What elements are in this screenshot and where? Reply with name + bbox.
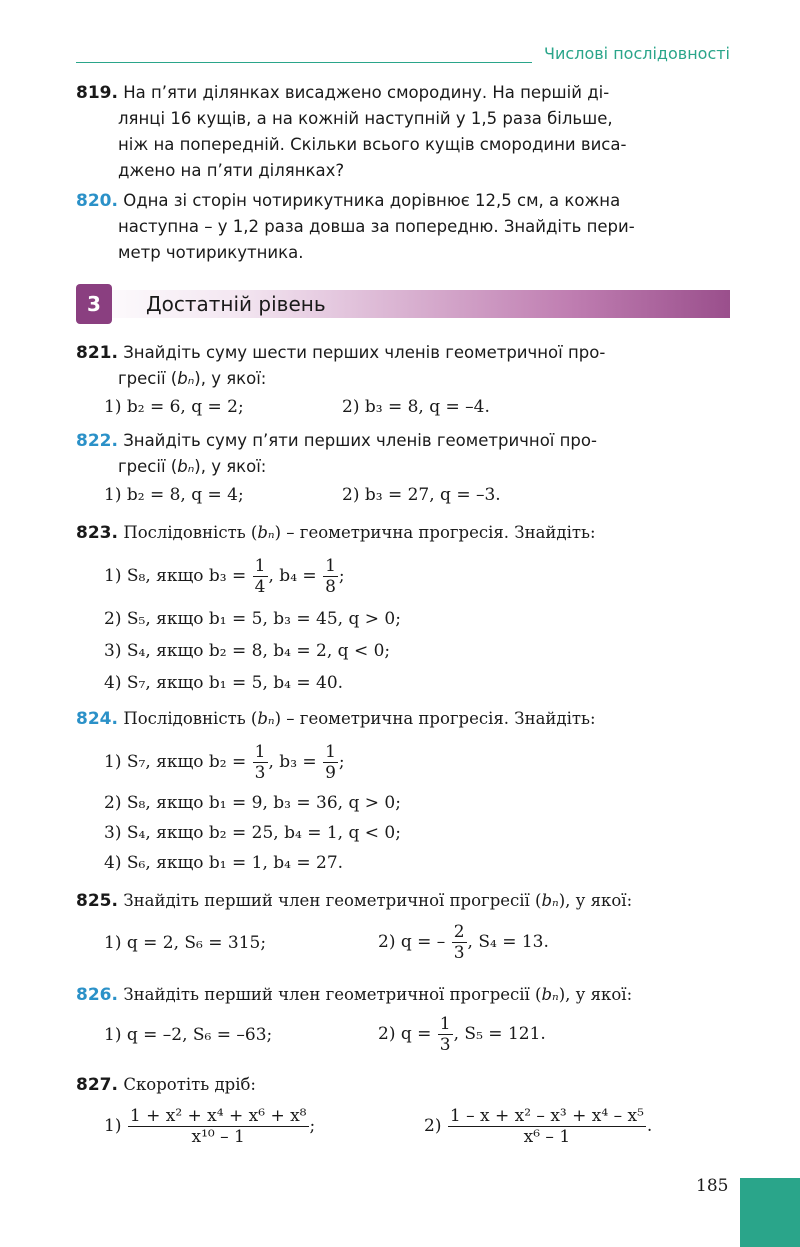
subproblem-text: , b₃ = [268,752,317,772]
numerator: 1 [254,556,266,576]
sequence-symbol: bₙ [177,369,195,388]
numerator: 1 – x + x² – x³ + x⁴ – x⁵ [449,1106,644,1126]
subproblem: 2) b₃ = 8, q = –4. [342,397,490,417]
problem-823 [76,520,596,546]
problem-text: Знайдіть перший член геометричної прогресії ( [123,985,542,1004]
subproblem-text: , b₄ = [268,566,317,586]
problem-820 [76,188,730,266]
subproblem: 2) b₃ = 27, q = –3. [342,485,501,505]
numerator: 2 [453,922,465,942]
problem-826 [76,982,632,1008]
sequence-symbol: bₙ [541,891,559,910]
page-number: 185 [696,1176,729,1196]
subproblem: 3) S₄, якщо b₂ = 8, b₄ = 2, q < 0; [104,641,391,661]
denominator: 3 [254,763,266,783]
fraction [253,556,268,597]
problem-text: ), у якої: [558,985,633,1004]
problem-text: ), у якої: [194,457,267,476]
fraction [438,1014,453,1055]
problem-number: 821. [76,343,118,363]
problem-text: метр чотирикутника. [118,243,304,262]
header-rule [76,62,532,63]
problem-number: 825. [76,891,118,911]
problem-number: 824. [76,709,118,729]
denominator: 9 [325,763,336,783]
problem-number: 822. [76,431,118,451]
level-badge: 3 [76,284,112,324]
subproblem-text: 1) S₈, якщо b₃ = [104,566,247,586]
subproblem [378,1014,546,1055]
denominator: 3 [439,1035,451,1055]
fraction [128,1106,309,1147]
problem-text: Знайдіть суму шести перших членів геометричної про- [123,343,606,362]
subproblem-text: ; [338,752,345,772]
denominator: 8 [325,577,336,597]
sequence-symbol: bₙ [177,457,195,476]
denominator: 3 [453,943,465,963]
level-title: Достатній рівень [146,292,326,316]
problem-number: 823. [76,523,118,543]
subproblem [378,922,549,963]
fraction [323,556,338,597]
problem-text: лянці 16 кущів, а на кожній наступній у 1,5 раза більше, [118,109,613,128]
fraction [448,1106,646,1147]
subproblem-text: ; [338,566,345,586]
denominator: 4 [254,577,266,597]
problem-819 [76,80,730,184]
denominator: x⁶ – 1 [523,1127,571,1147]
subproblem [424,1106,652,1147]
subproblem-text: , S₅ = 121. [453,1024,546,1044]
problem-text: ) – геометрична прогресія. Знайдіть: [274,523,596,542]
problem-text: Послідовність ( [123,523,258,542]
problem-text: гресії ( [118,369,178,388]
problem-number: 820. [76,191,118,211]
subproblem-text: . [646,1116,653,1136]
subproblem-label: 2) [424,1116,442,1136]
problem-text: гресії ( [118,457,178,476]
subproblem [104,1106,315,1147]
problem-text: ), у якої: [194,369,267,388]
numerator: 1 + x² + x⁴ + x⁶ + x⁸ [129,1106,307,1126]
numerator: 1 [439,1014,451,1034]
problem-822 [76,428,730,480]
page-corner-tab [740,1178,800,1247]
sequence-symbol: bₙ [541,985,559,1004]
running-header: Числові послідовності [544,44,730,63]
problem-number: 826. [76,985,118,1005]
problem-text: Знайдіть суму п’яти перших членів геометричної про- [123,431,597,450]
problem-text: На п’яти ділянках висаджено смородину. На першій ді- [123,83,610,102]
subproblem [104,742,345,783]
problem-text: Скоротіть дріб: [123,1075,256,1094]
subproblem: 1) b₂ = 6, q = 2; [104,397,244,417]
subproblem-text: ; [309,1116,316,1136]
numerator: 1 [325,556,336,576]
subproblem-text: , S₄ = 13. [467,932,549,952]
problem-827 [76,1072,256,1098]
problem-text: Одна зі сторін чотирикутника дорівнює 12,5 см, а кожна [123,191,621,210]
problem-text: ) – геометрична прогресія. Знайдіть: [274,709,596,728]
subproblem-text: 2) q = – [378,932,446,952]
subproblem: 1) q = 2, S₆ = 315; [104,933,267,953]
subproblem: 4) S₆, якщо b₁ = 1, b₄ = 27. [104,853,344,873]
subproblem: 4) S₇, якщо b₁ = 5, b₄ = 40. [104,673,344,693]
fraction [323,742,338,783]
problem-text: ніж на попередній. Скільки всього кущів смородини виса- [118,135,627,154]
problem-text: джено на п’яти ділянках? [118,161,345,180]
subproblem [104,556,345,597]
denominator: x¹⁰ – 1 [191,1127,245,1147]
problem-number: 819. [76,83,118,103]
subproblem: 2) S₅, якщо b₁ = 5, b₃ = 45, q > 0; [104,609,401,629]
subproblem-text: 2) q = [378,1024,432,1044]
problem-text: ), у якої: [558,891,633,910]
problem-text: наступна – у 1,2 раза довша за попередню. Знайдіть пери- [118,217,635,236]
subproblem: 2) S₈, якщо b₁ = 9, b₃ = 36, q > 0; [104,793,401,813]
problem-text: Знайдіть перший член геометричної прогресії ( [123,891,542,910]
fraction [253,742,268,783]
problem-824 [76,706,596,732]
subproblem-text: 1) S₇, якщо b₂ = [104,752,247,772]
subproblem: 1) q = –2, S₆ = –63; [104,1025,273,1045]
sequence-symbol: bₙ [257,523,275,542]
problem-825 [76,888,632,914]
subproblem: 1) b₂ = 8, q = 4; [104,485,244,505]
problem-text: Послідовність ( [123,709,258,728]
problem-number: 827. [76,1075,118,1095]
subproblem-label: 1) [104,1116,122,1136]
subproblem: 3) S₄, якщо b₂ = 25, b₄ = 1, q < 0; [104,823,401,843]
problem-821 [76,340,730,392]
numerator: 1 [325,742,336,762]
sequence-symbol: bₙ [257,709,275,728]
numerator: 1 [254,742,266,762]
fraction [452,922,467,963]
